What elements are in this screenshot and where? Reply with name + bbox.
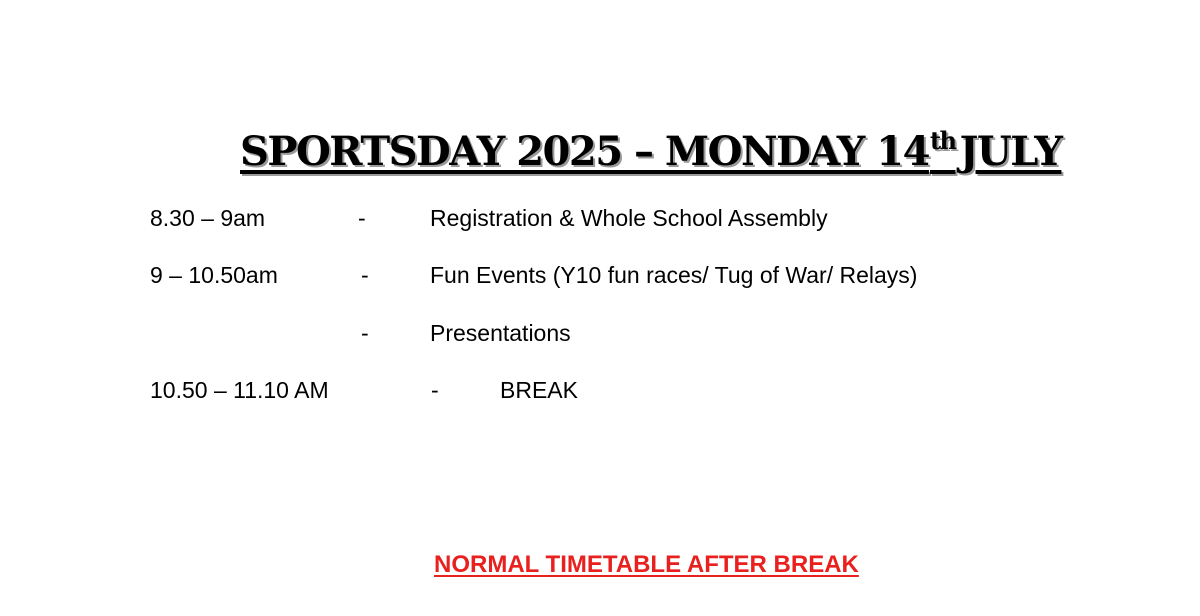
schedule-row-break [0, 374, 1200, 406]
title-month: JULY [959, 128, 1062, 175]
normal-timetable-notice: NORMAL TIMETABLE AFTER BREAK [434, 551, 859, 578]
schedule-dash: - [361, 262, 369, 288]
schedule-event: Registration & Whole School Assembly [430, 205, 828, 231]
schedule-event: BREAK [500, 377, 578, 403]
schedule-time: 9 – 10.50am [150, 262, 278, 288]
schedule-dash: - [431, 377, 439, 403]
schedule-row-registration [0, 202, 1200, 234]
title-ordinal-suffix: th [929, 126, 956, 155]
schedule-event: Fun Events (Y10 fun races/ Tug of War/ Relays) [430, 262, 918, 288]
schedule-row-fun-events [0, 259, 1200, 291]
schedule-time: 10.50 – 11.10 AM [150, 377, 329, 403]
title-main: SPORTSDAY 2025 – MONDAY 14 [240, 128, 929, 175]
schedule-event: Presentations [430, 320, 571, 346]
schedule-dash: - [361, 320, 369, 346]
page-title [240, 124, 1100, 180]
schedule-row-presentations [0, 317, 1200, 349]
schedule-dash: - [358, 205, 366, 231]
schedule-time: 8.30 – 9am [150, 205, 266, 231]
